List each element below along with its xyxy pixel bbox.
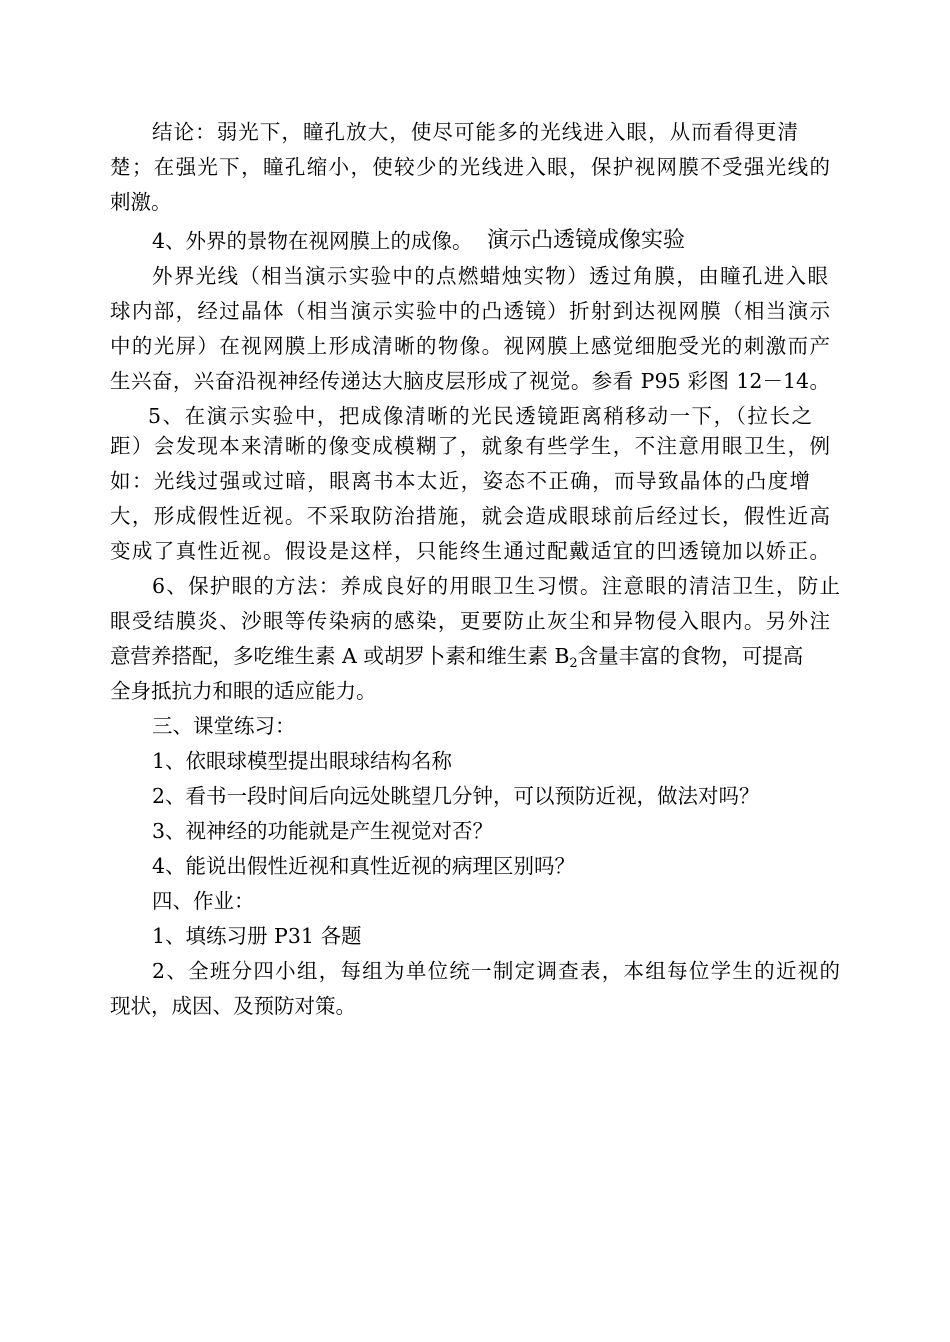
section-6-line-4: [0, 673, 950, 709]
section-4-heading: [0, 223, 950, 259]
section-5-text-5: 变成了真性近视。假设是这样，只能终生通过配戴适宜的凹透镜加以娇正。: [110, 539, 830, 563]
homework-item-2-line-1: 2、全班分四小组，每组为单位统一制定调查表，本组每位学生的近视的: [152, 959, 840, 983]
conclusion-text-2: 楚；在强光下，瞳孔缩小，使较少的光线进入眼，保护视网膜不受强光线的: [110, 155, 830, 179]
section-6-text-4: 全身抵抗力和眼的适应能力。: [110, 679, 377, 703]
light-line-3: [0, 328, 950, 364]
section-6-line-3: [0, 638, 950, 674]
exercise-item: [0, 778, 950, 814]
homework-item-2-line-2: 现状，成因、及预防对策。: [110, 994, 356, 1018]
light-line-1: [0, 258, 950, 294]
exercise-item-2: 2、看书一段时间后向远处眺望几分钟，可以预防近视，做法对吗？: [152, 784, 760, 808]
section-4-emphasis: 演示凸透镜成像实验: [487, 228, 686, 253]
exercises-heading: [0, 708, 950, 744]
conclusion-text-1: 结论：弱光下，瞳孔放大，使尽可能多的光线进入眼，从而看得更清: [152, 120, 798, 144]
light-text-2: 球内部，经过晶体（相当演示实验中的凸透镜）折射到达视网膜（相当演示: [110, 299, 830, 323]
conclusion-line-3: [0, 184, 950, 220]
homework-item: [0, 918, 950, 954]
exercise-item: [0, 848, 950, 884]
section-5-line-2: [0, 428, 950, 464]
section-5-line-5: [0, 533, 950, 569]
section-5-text-4: 大，形成假性近视。不采取防治措施，就会造成眼球前后经过长，假性近高: [110, 504, 830, 528]
exercises-heading-text: 三、课堂练习：: [152, 714, 296, 738]
light-line-4: [0, 363, 950, 399]
homework-item: [0, 953, 950, 989]
section-5-text-1: 5、在演示实验中，把成像清晰的光民透镜距离稍移动一下，（拉长之: [148, 404, 812, 428]
light-line-2: [0, 293, 950, 329]
section-6-text-3a: 意营养搭配，多吃维生素 A 或胡罗卜素和维生素 B: [110, 644, 570, 668]
homework-heading-text: 四、作业：: [152, 889, 255, 913]
vitamin-subscript: 2: [569, 656, 578, 671]
exercise-item: [0, 743, 950, 779]
homework-heading: [0, 883, 950, 919]
section-6-text-3b: 含量丰富的食物，可提高: [577, 644, 804, 668]
section-5-line-3: [0, 463, 950, 499]
conclusion-text-3: 刺激。: [110, 190, 172, 214]
homework-item: [0, 988, 950, 1024]
exercise-item: [0, 813, 950, 849]
section-6-text-2: 眼受结膜炎、沙眼等传染病的感染，更要防止灰尘和异物侵入眼内。另外注: [110, 609, 830, 633]
conclusion-line-2: [0, 149, 950, 185]
light-text-1: 外界光线（相当演示实验中的点燃蜡烛实物）透过角膜，由瞳孔进入眼: [152, 264, 828, 288]
homework-item-1: 1、填练习册 P31 各题: [152, 924, 362, 948]
exercise-item-4: 4、能说出假性近视和真性近视的病理区别吗？: [152, 854, 576, 878]
exercise-item-3: 3、视神经的功能就是产生视觉对否？: [152, 819, 494, 843]
section-5-text-2: 距）会发现本来清晰的像变成模糊了，就象有些学生，不注意用眼卫生，例: [110, 434, 830, 458]
section-4-text: 4、外界的景物在视网膜上的成像。: [152, 229, 473, 253]
conclusion-line-1: [0, 114, 950, 150]
section-6-line-2: [0, 603, 950, 639]
exercise-item-1: 1、依眼球模型提出眼球结构名称: [152, 749, 453, 773]
section-6-text-1: 6、保护眼的方法：养成良好的用眼卫生习惯。注意眼的清洁卫生，防止: [152, 574, 840, 598]
section-6-line-1: [0, 568, 950, 604]
section-6-text-3: [110, 638, 803, 674]
light-text-3: 中的光屏）在视网膜上形成清晰的物像。视网膜上感觉细胞受光的刺激而产: [110, 334, 830, 358]
section-5-line-4: [0, 498, 950, 534]
section-5-text-3: 如：光线过强或过暗，眼离书本太近，姿态不正确，而导致晶体的凸度增: [110, 469, 810, 493]
light-text-4: 生兴奋，兴奋沿视神经传递达大脑皮层形成了视觉。参看 P95 彩图 12－14。: [110, 369, 830, 393]
